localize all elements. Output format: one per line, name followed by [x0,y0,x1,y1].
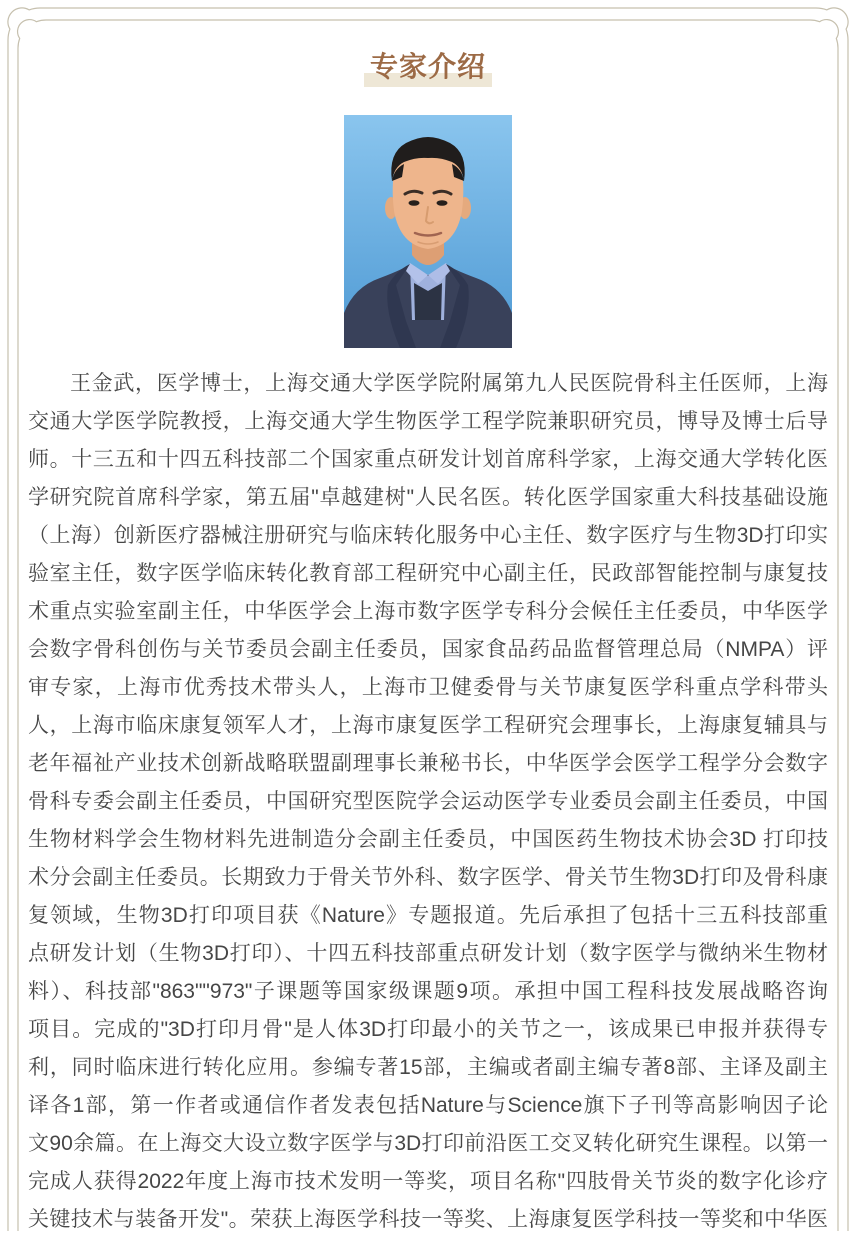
bio-line: 利，同时临床进行转化应用。参编专著15部，主编或者副主编专著8部、主译及副主 [28,1056,828,1079]
bio-line: 学研究院首席科学家，第五届"卓越建树"人民名医。转化医学国家重大科技基础设施 [28,486,828,509]
bio-line: 王金武，医学博士，上海交通大学医学院附属第九人民医院骨科主任医师，上海 [70,372,828,395]
title-row [0,50,856,84]
bio-line: 会数字骨科创伤与关节委员会副主任委员，国家食品药品监督管理总局（NMPA）评 [28,638,828,661]
bio-line: 文90余篇。在上海交大设立数字医学与3D打印前沿医工交叉转化研究生课程。以第一 [28,1132,828,1155]
bio-line: 复领域，生物3D打印项目获《Nature》专题报道。先后承担了包括十三五科技部重 [28,904,828,927]
bio-line: 交通大学医学院教授，上海交通大学生物医学工程学院兼职研究员，博导及博士后导 [28,410,828,433]
bio-line: 术分会副主任委员。长期致力于骨关节外科、数字医学、骨关节生物3D打印及骨科康 [28,866,828,889]
bio-line: 译各1部，第一作者或通信作者发表包括Nature与Science旗下子刊等高影响因子论 [28,1094,828,1117]
bio-line: 老年福祉产业技术创新战略联盟副理事长兼秘书长，中华医学会医学工程学分会数字 [28,752,828,775]
bio-line: 关键技术与装备开发"。荣获上海医学科技一等奖、上海康复医学科技一等奖和中华医 [28,1208,828,1231]
bio-paragraph [28,365,828,1239]
bio-line: 人，上海市临床康复领军人才，上海市康复医学工程研究会理事长，上海康复辅具与 [28,714,828,737]
photo-row [0,115,856,353]
bio-line: （上海）创新医疗器械注册研究与临床转化服务中心主任、数字医疗与生物3D打印实 [28,524,828,547]
bio-line: 审专家，上海市优秀技术带头人，上海市卫健委骨与关节康复医学科重点学科带头 [28,676,828,699]
bio-line: 点研发计划（生物3D打印）、十四五科技部重点研发计划（数字医学与微纳米生物材 [28,942,828,965]
bio-line: 师。十三五和十四五科技部二个国家重点研发计划首席科学家，上海交通大学转化医 [28,448,828,471]
bio-line: 术重点实验室副主任，中华医学会上海市数字医学专科分会候任主任委员，中华医学 [28,600,828,623]
bio-line: 项目。完成的"3D打印月骨"是人体3D打印最小的关节之一，该成果已申报并获得专 [28,1018,828,1041]
bio-line: 完成人获得2022年度上海市技术发明一等奖，项目名称"四肢骨关节炎的数字化诊疗 [28,1170,828,1193]
bio-line: 验室主任，数字医学临床转化教育部工程研究中心副主任，民政部智能控制与康复技 [28,562,828,585]
page-title: 专家介绍 [369,51,486,82]
bio-line: 骨科专委会副主任委员，中国研究型医院学会运动医学专业委员会副主任委员，中国 [28,790,828,813]
bio-line: 生物材料学会生物材料先进制造分会副主任委员，中国医药生物技术协会3D 打印技 [28,828,828,851]
bio-line: 料）、科技部"863""973"子课题等国家级课题9项。承担中国工程科技发展战略咨询 [28,980,828,1003]
portrait-photo[interactable] [344,115,512,348]
